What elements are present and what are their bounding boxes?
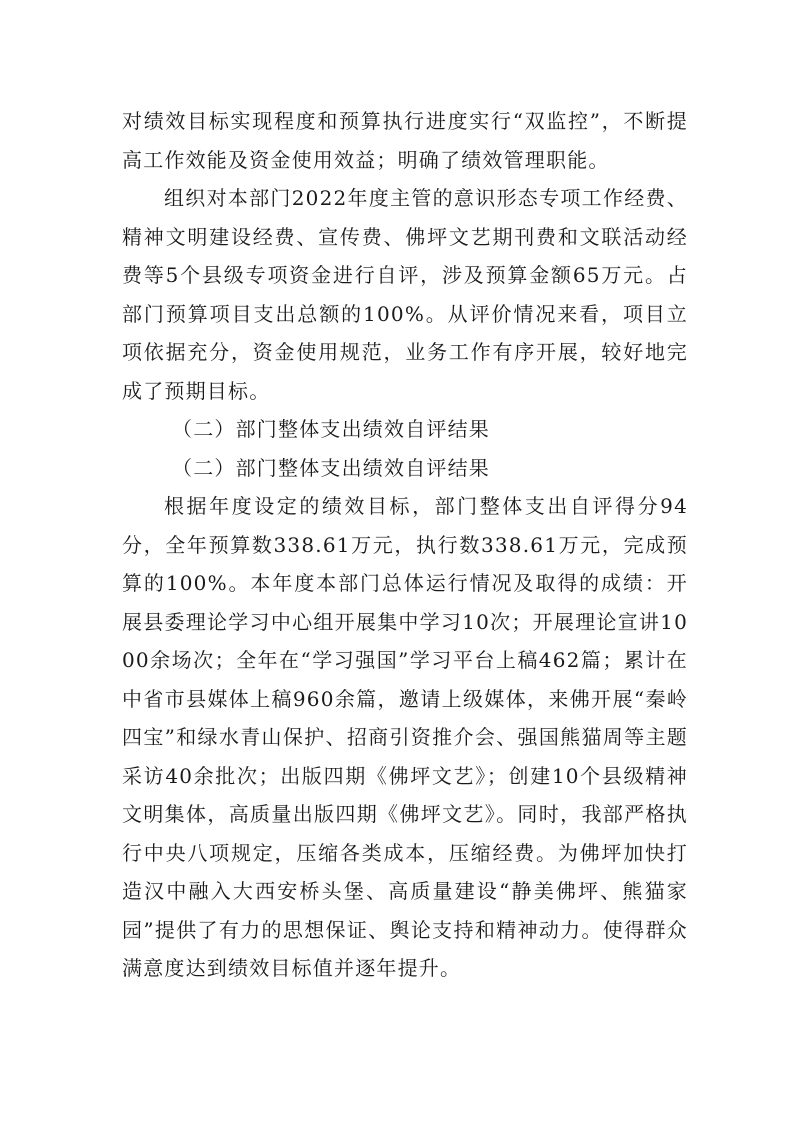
section-heading: （二）部门整体支出绩效自评结果 bbox=[172, 417, 490, 441]
section-heading-duplicate: （二）部门整体支出绩效自评结果 bbox=[172, 455, 490, 480]
document-body bbox=[122, 102, 688, 988]
paragraph-self-evaluation: 组织对本部门2022年度主管的意识形态专项工作经费、精神文明建设经费、宣传费、佛坪文艺期刊费和文联活动经费等5个县级专项资金进行自评，涉及预算金额65万元。占部门预算项目支出总额的100%。从评价情况来看，项目立项依据充分，资金使用规范，业务工作有序开展，较好地完成了预期目标。 bbox=[122, 186, 688, 403]
paragraph-results: 根据年度设定的绩效目标，部门整体支出自评得分94分，全年预算数338.61万元，执行数338.61万元，完成预算的100%。本年度本部门总体运行情况及取得的成绩：开展县委理论学习中心组开展集中学习10次；开展理论宣讲1000余场次；全年在“学习强国”学习平台上稿462篇；累计在中省市县媒体上稿960余篇，邀请上级媒体，来佛开展“秦岭四宝”和绿水青山保护、招商引资推介会、强国熊猫周等主题采访40余批次；出版四期《佛坪文艺》；创建10个县级精神文明集体，高质量出版四期《佛坪文艺》。同时，我部严格执行中央八项规定，压缩各类成本，压缩经费。为佛坪加快打造汉中融入大西安桥头堡、高质量建设“静美佛坪、熊猫家园”提供了有力的思想保证、舆论支持和精神动力。使得群众满意度达到绩效目标值并逐年提升。 bbox=[122, 494, 688, 980]
paragraph-continuation: 对绩效目标实现程度和预算执行进度实行“双监控”，不断提高工作效能及资金使用效益；明确了绩效管理职能。 bbox=[122, 109, 688, 172]
